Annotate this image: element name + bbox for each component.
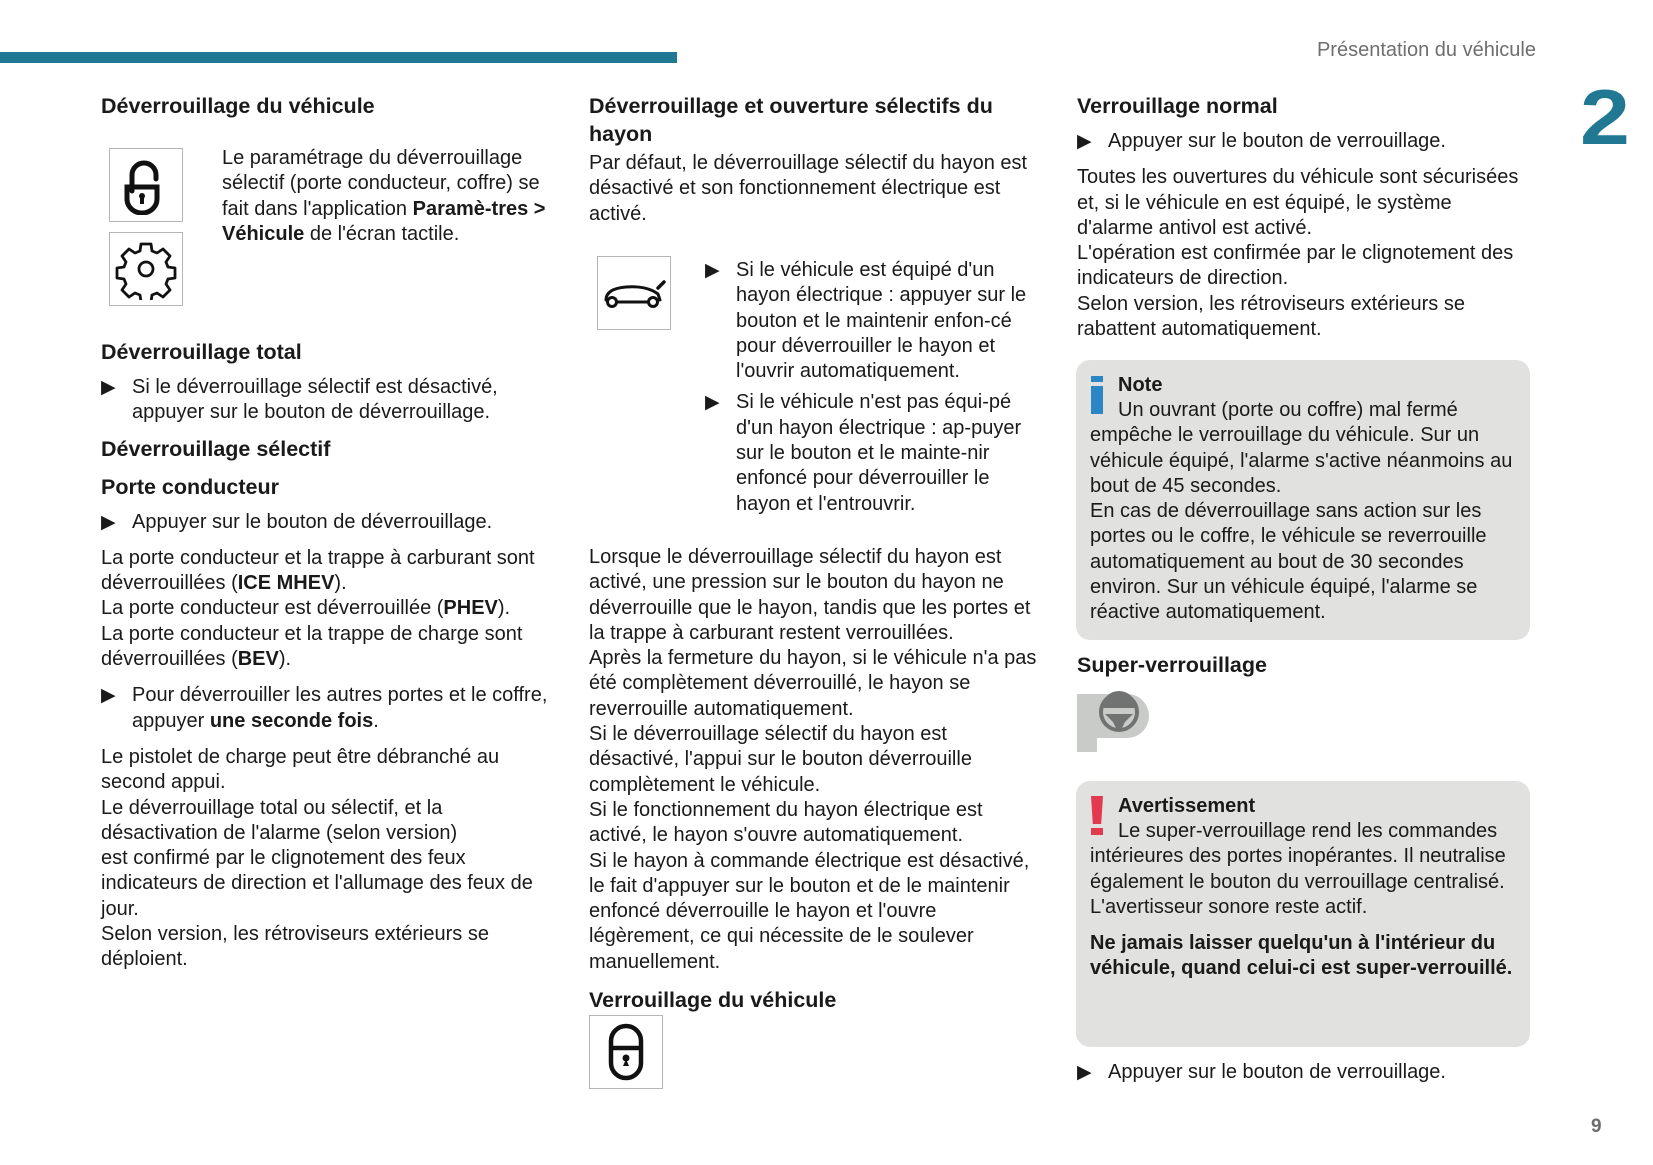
arrow-bullet-icon: ▶ <box>101 685 116 707</box>
bullet-text: Appuyer sur le bouton de verrouillage. <box>1108 1061 1446 1083</box>
info-icon <box>1091 376 1103 414</box>
heading-verrouillage-vehicule: Verrouillage du véhicule <box>589 988 837 1013</box>
arrow-bullet-icon: ▶ <box>101 377 116 398</box>
heading-deverrouillage-selectif: Déverrouillage sélectif <box>101 436 331 461</box>
car-tailgate-icon <box>597 256 671 330</box>
text: Lorsque le déverrouillage sélectif du hayon est activé, une pression sur le bouton du hayon ne déverrouille que le hayon, tandis que les portes et la trappe à carburant restent verrouillées. <box>589 546 1031 644</box>
text: La porte conducteur et la trappe à carburant sont déverrouillées ( <box>101 546 535 595</box>
text: Si le déverrouillage sélectif du hayon est désactivé, l'appui sur le bouton déverrouille complètement le véhicule. <box>589 723 972 796</box>
warning-title: Avertissement <box>1118 795 1256 817</box>
bullet-text: Si le véhicule n'est pas équi-pé d'un hayon électrique : ap-puyer sur le bouton et le mainte-nir enfoncé pour déverrouiller le hayon et l'entrouvrir. <box>736 391 1022 515</box>
column-1 <box>101 92 561 120</box>
bullet-total <box>101 375 561 426</box>
text: Le super-verrouillage rend les commandes intérieures des portes inopérantes. Il neutralise également le bouton du verrouillage centralisé. <box>1090 820 1506 893</box>
verrouillage-normal-body <box>1077 165 1522 342</box>
text: La porte conducteur et la trappe de charge sont déverrouillées ( <box>101 622 523 671</box>
heading-deverrouillage-total: Déverrouillage total <box>101 340 302 364</box>
bullet-text: Si le véhicule est équipé d'un hayon électrique : appuyer sur le bouton et le maintenir enfon-cé pour déverrouiller le hayon et l'ouvrir automatiquement. <box>736 259 1027 383</box>
unlock-padlock-icon <box>109 148 183 222</box>
bullet-porte-conducteur <box>101 510 561 535</box>
text: Selon version, les rétroviseurs extérieurs se rabattent automatiquement. <box>1077 292 1465 341</box>
note-text-2: En cas de déverrouillage sans action sur les portes ou le coffre, le véhicule se reverrouille automatiquement au bout de 30 secondes environ. Sur un véhicule équipé, l'alarme se réactive automatiquement. <box>1090 500 1487 624</box>
note-text <box>1090 398 1516 499</box>
arrow-bullet-icon: ▶ <box>1077 131 1092 152</box>
intro-settings-path: Paramè-tres > Véhicule <box>222 197 546 245</box>
header-accent-bar <box>0 52 677 63</box>
intro-paragraph <box>222 146 552 247</box>
intro-text: Le paramétrage du déverrouillage sélectif (porte conducteur, coffre) se fait dans l'application <box>222 147 540 220</box>
arrow-bullet-icon: ▶ <box>1077 1062 1092 1083</box>
bullet-text: Appuyer sur le bouton de déverrouillage. <box>132 510 493 533</box>
bullet-verrouillage-normal <box>1077 129 1532 154</box>
text: ). <box>334 572 347 595</box>
hayon-bullets <box>705 258 1035 517</box>
bullet-hayon-non-electrique <box>705 390 1035 516</box>
heading-super-verrouillage: Super-verrouillage <box>1077 653 1267 677</box>
text: ). <box>497 597 511 620</box>
text: Un ouvrant (porte ou coffre) mal fermé empêche le verrouillage du véhicule. Sur un véhicule équipé, l'alarme s'active néanmoins au bout de 45 secondes. <box>1090 399 1513 497</box>
note-callout <box>1076 360 1530 640</box>
arrow-bullet-icon: ▶ <box>705 392 720 414</box>
locked-padlock-icon <box>589 1015 663 1089</box>
engine-type-ice-mhev: ICE MHEV <box>237 572 335 595</box>
column-2 <box>589 92 1039 227</box>
hayon-body <box>589 545 1039 1014</box>
warning-callout <box>1076 781 1530 1047</box>
text: ). <box>278 648 292 671</box>
warning-text <box>1090 819 1516 895</box>
bullet-text: . <box>373 709 379 732</box>
column-3 <box>1077 92 1532 342</box>
text: Le pistolet de charge peut être débranché au second appui. <box>101 745 500 794</box>
bullet-final-verrouillage <box>1077 1060 1558 1085</box>
gear-settings-icon <box>109 232 183 306</box>
heading-hayon: Déverrouillage et ouverture sélectifs du hayon <box>589 94 993 146</box>
heading-verrouillage-normal: Verrouillage normal <box>1077 94 1278 118</box>
bullet-text: Appuyer sur le bouton de verrouillage. <box>1108 130 1446 152</box>
arrow-bullet-icon: ▶ <box>705 260 720 281</box>
engine-type-phev: PHEV <box>443 597 498 620</box>
text: La porte conducteur est déverrouillée ( <box>101 597 444 620</box>
page-number: 9 <box>1591 1116 1602 1137</box>
closing-paragraph <box>101 745 561 973</box>
warning-text-2: L'avertisseur sonore reste actif. <box>1090 895 1368 918</box>
text: Selon version, les rétroviseurs extérieurs se déploient. <box>101 923 489 971</box>
bullet-text: Pour déverrouiller les autres portes et le coffre, appuyer <box>132 684 548 732</box>
text: Si le fonctionnement du hayon électrique est activé, le hayon s'ouvre automatiquement. <box>589 798 983 847</box>
engine-type-bev: BEV <box>237 648 279 671</box>
heading-deverrouillage-vehicule: Déverrouillage du véhicule <box>101 94 375 118</box>
note-title: Note <box>1118 374 1163 396</box>
bullet-emphasis: une seconde fois <box>209 709 374 732</box>
text: est confirmé par le clignotement des feux indicateurs de direction et l'allumage des feux de jour. <box>101 847 533 920</box>
bullet-text: Si le déverrouillage sélectif est désactivé, appuyer sur le bouton de déverrouillage. <box>132 376 498 424</box>
section-deverrouillage-total <box>101 338 561 973</box>
chapter-number: 2 <box>1580 73 1628 161</box>
text: Si le hayon à commande électrique est désactivé, le fait d'appuyer sur le bouton et de le maintenir enfoncé déverrouille le hayon et l'ouvre légèrement, ce qui nécessite de le soulever manuellement. <box>589 849 1030 973</box>
heading-porte-conducteur: Porte conducteur <box>101 474 279 499</box>
section-title: Présentation du véhicule <box>1316 39 1536 61</box>
parking-steering-wheel-icon <box>1077 690 1157 754</box>
text: L'opération est confirmée par le clignotement des indicateurs de direction. <box>1077 242 1514 290</box>
text: Après la fermeture du hayon, si le véhicule n'a pas été complètement déverrouillé, le hayon se reverrouille automatiquement. <box>589 647 1037 720</box>
arrow-bullet-icon: ▶ <box>101 511 116 533</box>
warning-bold: Ne jamais laisser quelqu'un à l'intérieur du véhicule, quand celui-ci est super-verrouillé. <box>1090 932 1513 980</box>
bullet-seconde-fois <box>101 683 561 734</box>
hayon-intro: Par défaut, le déverrouillage sélectif du hayon est désactivé et son fonctionnement électrique est activé. <box>589 152 1028 225</box>
selectif-details <box>101 546 561 672</box>
bullet-hayon-electrique <box>705 258 1035 384</box>
text: Le déverrouillage total ou sélectif, et la désactivation de l'alarme (selon version) <box>101 796 458 844</box>
intro-text-end: de l'écran tactile. <box>304 222 460 245</box>
exclamation-icon <box>1091 796 1105 836</box>
text: Toutes les ouvertures du véhicule sont sécurisées et, si le véhicule en est équipé, le système d'alarme antivol est activé. <box>1077 166 1519 239</box>
